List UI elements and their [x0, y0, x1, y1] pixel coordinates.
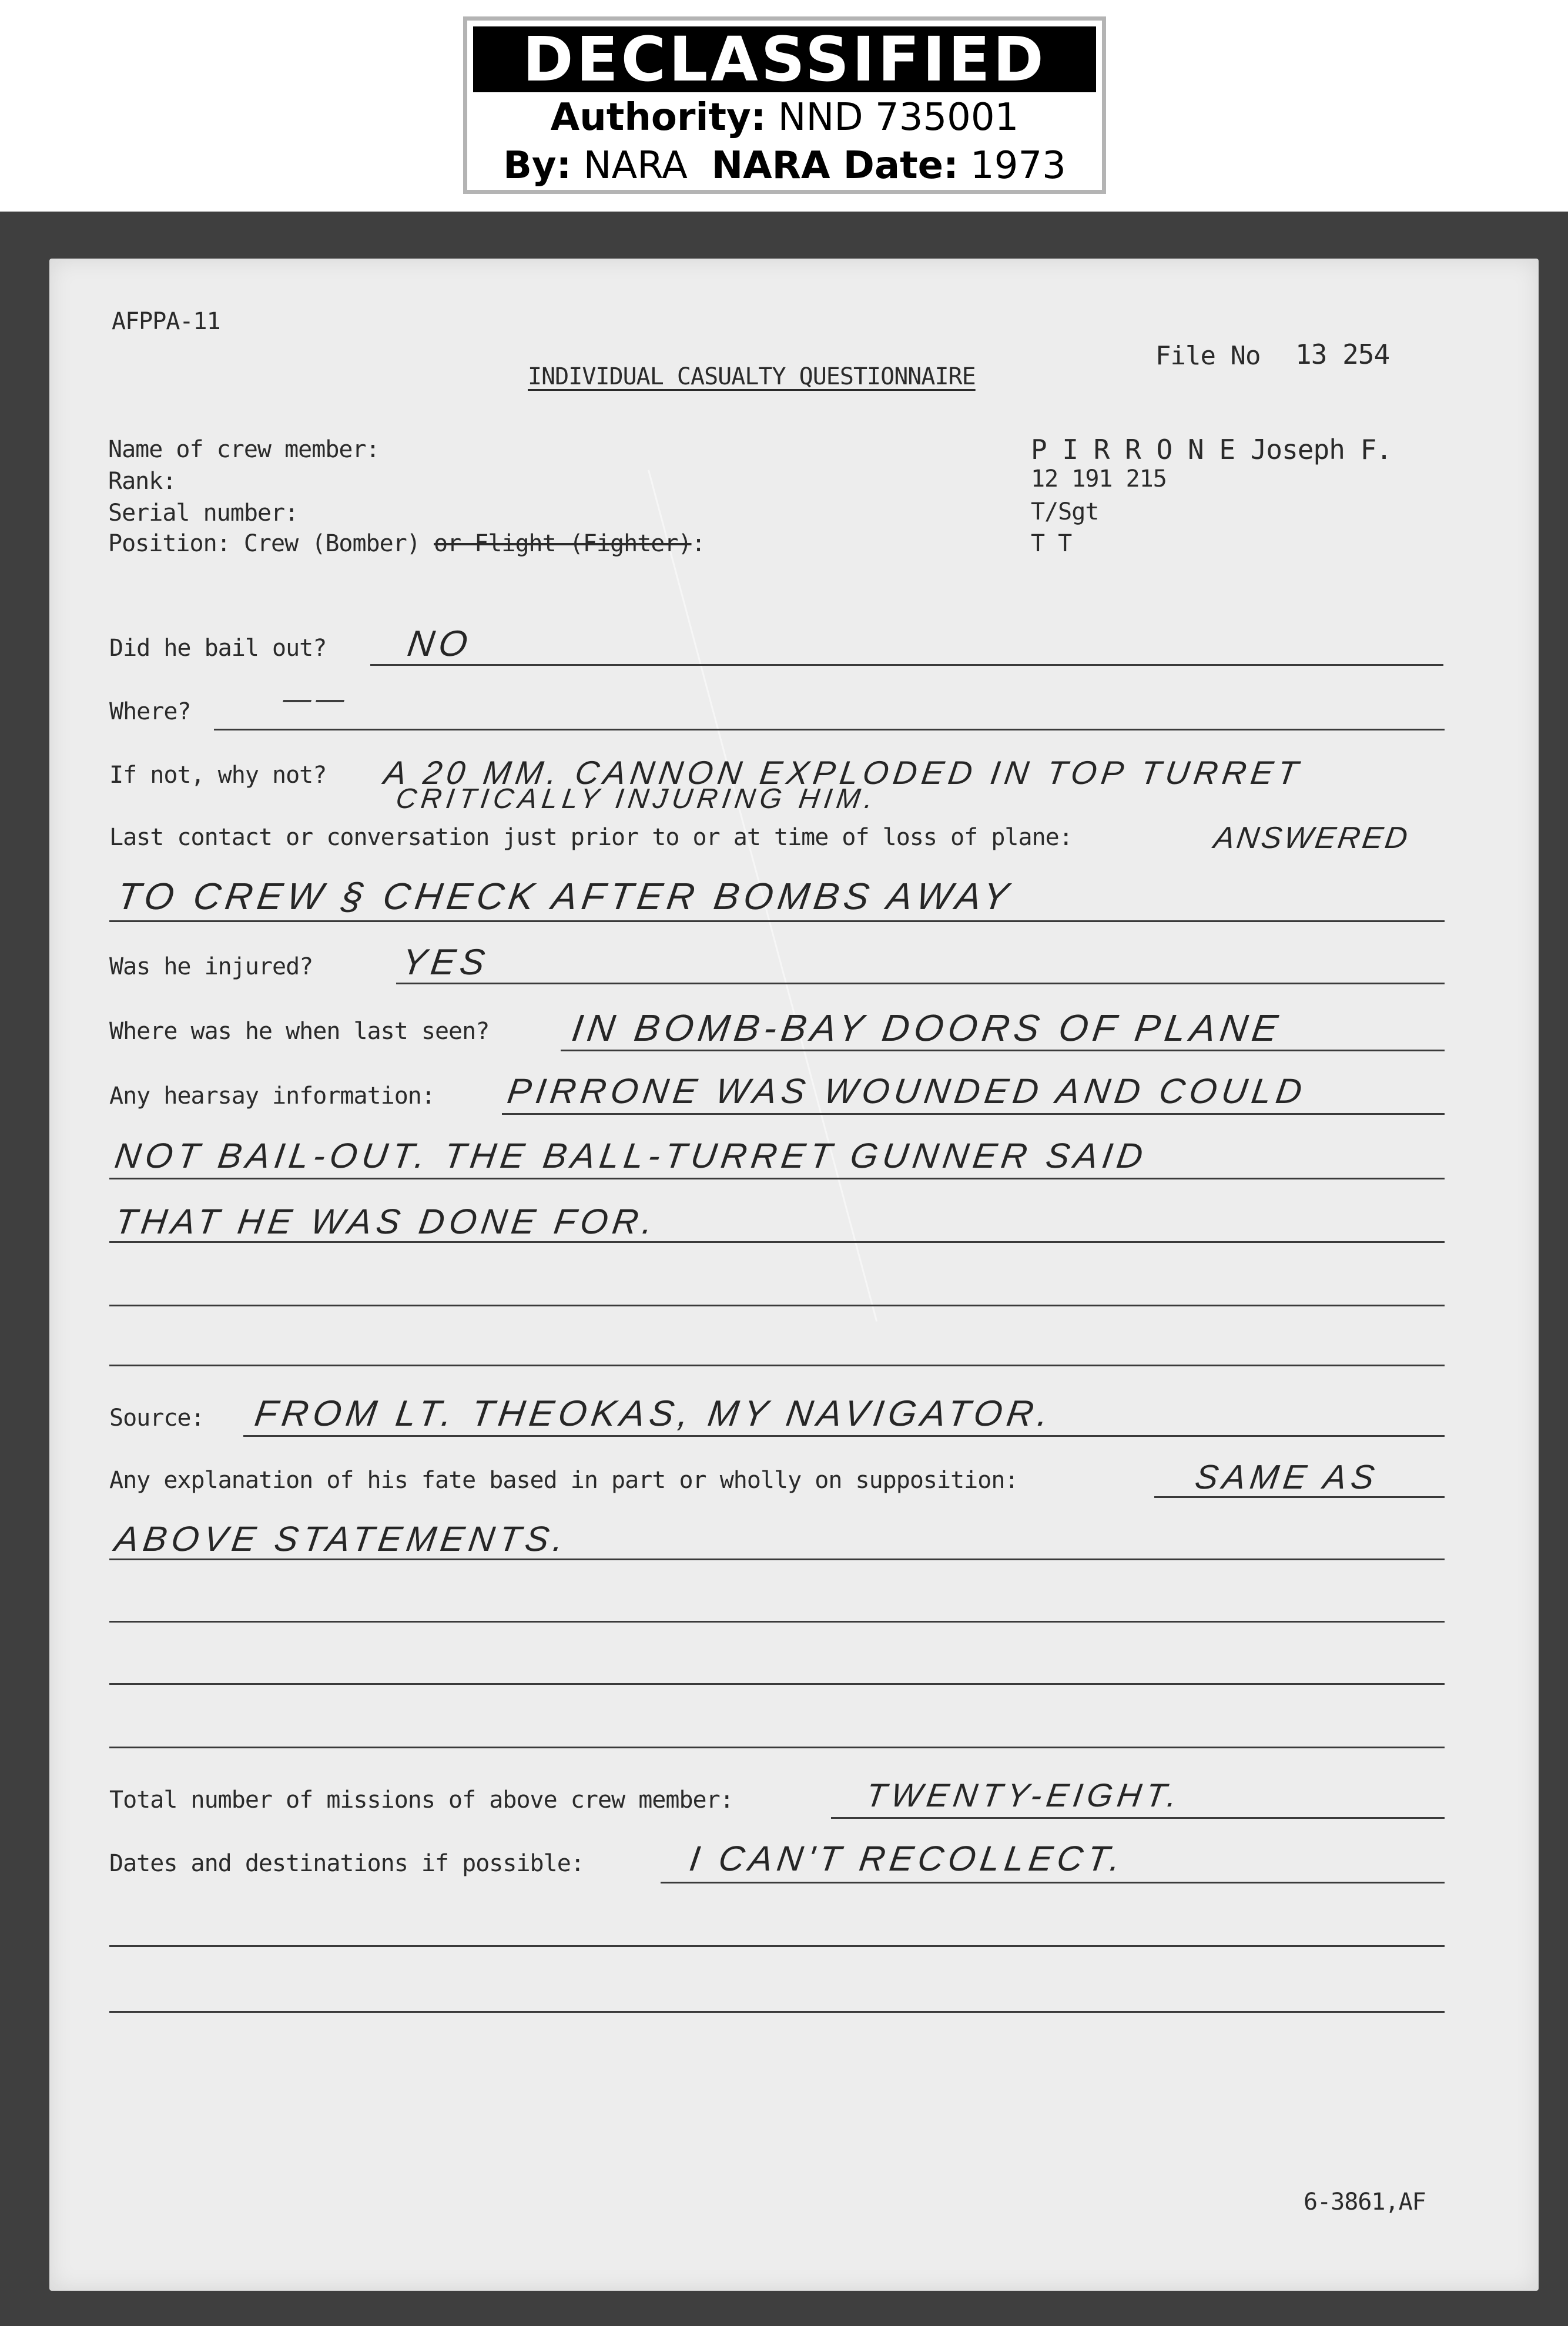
- dates-rule: [661, 1882, 1445, 1883]
- last-contact-label: Last contact or conversation just prior to or at time of loss of plane:: [109, 824, 1073, 851]
- explanation-rule-5: [109, 1747, 1445, 1748]
- source-label: Source:: [109, 1405, 205, 1432]
- crew-rank-value: T/Sgt: [1031, 498, 1099, 525]
- where-label: Where?: [109, 698, 191, 725]
- stamp-date-value: 1973: [970, 144, 1066, 187]
- crew-position-label-b: :: [691, 530, 705, 557]
- file-number-value: 13 254: [1295, 338, 1390, 370]
- dates-rule-3: [109, 2011, 1445, 2013]
- crew-position-label: [108, 530, 705, 557]
- hearsay-answer-line1: PIRRONE WAS WOUNDED AND COULD: [505, 1071, 1309, 1111]
- missions-rule: [831, 1817, 1445, 1819]
- explanation-rule-2: [109, 1559, 1445, 1560]
- crew-name-value: P I R R O N E Joseph F.: [1031, 434, 1392, 465]
- stamp-by-value: NARA: [583, 144, 688, 187]
- hearsay-label: Any hearsay information:: [109, 1082, 435, 1110]
- dates-label: Dates and destinations if possible:: [109, 1850, 584, 1877]
- footer-form-code: 6-3861,AF: [1304, 2188, 1426, 2216]
- dates-rule-2: [109, 1945, 1445, 1947]
- questionnaire-page: [49, 259, 1539, 2291]
- hearsay-rule-2: [109, 1178, 1445, 1179]
- form-title: INDIVIDUAL CASUALTY QUESTIONNAIRE: [528, 363, 976, 390]
- crew-position-value: T T: [1031, 530, 1072, 557]
- injured-rule: [396, 983, 1445, 984]
- why-not-label: If not, why not?: [109, 762, 327, 789]
- stamp-authority-line: [473, 96, 1096, 139]
- last-seen-answer: IN BOMB-BAY DOORS OF PLANE: [569, 1007, 1285, 1049]
- declassified-stamp: [463, 16, 1106, 194]
- last-seen-label: Where was he when last seen?: [109, 1018, 490, 1045]
- explanation-answer-line2: ABOVE STATEMENTS.: [112, 1519, 571, 1559]
- explanation-answer-line1: SAME AS: [1192, 1458, 1382, 1496]
- bail-out-label: Did he bail out?: [109, 635, 327, 662]
- source-answer: FROM LT. THEOKAS, MY NAVIGATOR.: [252, 1393, 1056, 1434]
- hearsay-rule-4: [109, 1305, 1445, 1306]
- bail-out-answer: NO: [405, 624, 475, 664]
- explanation-label: Any explanation of his fate based in part or wholly on supposition:: [109, 1467, 1018, 1494]
- stamp-authority-label: Authority:: [550, 96, 766, 139]
- missions-answer: TWENTY-EIGHT.: [863, 1777, 1184, 1814]
- hearsay-answer-line3: THAT HE WAS DONE FOR.: [112, 1202, 661, 1241]
- hearsay-answer-line2: NOT BAIL-OUT. THE BALL-TURRET GUNNER SAID: [112, 1136, 1150, 1175]
- explanation-rule-4: [109, 1683, 1445, 1685]
- stamp-authority-value: NND 735001: [778, 96, 1019, 139]
- why-not-answer-line1: A 20 MM. CANNON EXPLODED IN TOP TURRET: [381, 754, 1305, 791]
- where-rule: [214, 729, 1445, 730]
- missions-label: Total number of missions of above crew member:: [109, 1787, 733, 1814]
- last-contact-answer-line2: TO CREW § CHECK AFTER BOMBS AWAY: [114, 875, 1016, 917]
- crew-serial-label: Serial number:: [108, 500, 299, 527]
- form-code: AFPPA-11: [112, 308, 220, 335]
- crew-position-struck: or Flight (Fighter): [433, 530, 692, 557]
- stamp-date-label: NARA Date:: [711, 144, 959, 187]
- dates-answer: I CAN'T RECOLLECT.: [687, 1839, 1128, 1878]
- bail-out-rule: [370, 664, 1443, 666]
- why-not-answer-line2: CRITICALLY INJURING HIM.: [394, 783, 880, 815]
- last-contact-rule: [109, 920, 1445, 922]
- crew-rank-label: Rank:: [108, 468, 176, 495]
- file-number-label: File No: [1155, 341, 1261, 371]
- explanation-rule-1: [1154, 1496, 1445, 1498]
- last-contact-answer-line1: ANSWERED: [1211, 821, 1412, 855]
- crew-position-label-a: Position: Crew (Bomber): [108, 530, 420, 557]
- crew-serial-value: 12 191 215: [1031, 465, 1167, 492]
- last-seen-rule: [561, 1050, 1445, 1051]
- stamp-by-label: By:: [503, 144, 572, 187]
- hearsay-rule-1: [502, 1113, 1445, 1115]
- explanation-rule-3: [109, 1621, 1445, 1623]
- stamp-title: DECLASSIFIED: [473, 26, 1096, 92]
- hearsay-rule-3: [109, 1241, 1445, 1243]
- hearsay-rule-5: [109, 1365, 1445, 1366]
- injured-label: Was he injured?: [109, 953, 313, 980]
- crew-name-label: Name of crew member:: [108, 436, 380, 463]
- stamp-by-line: [473, 144, 1096, 187]
- source-rule: [243, 1435, 1445, 1437]
- where-answer: ——: [281, 683, 351, 715]
- injured-answer: YES: [399, 942, 492, 983]
